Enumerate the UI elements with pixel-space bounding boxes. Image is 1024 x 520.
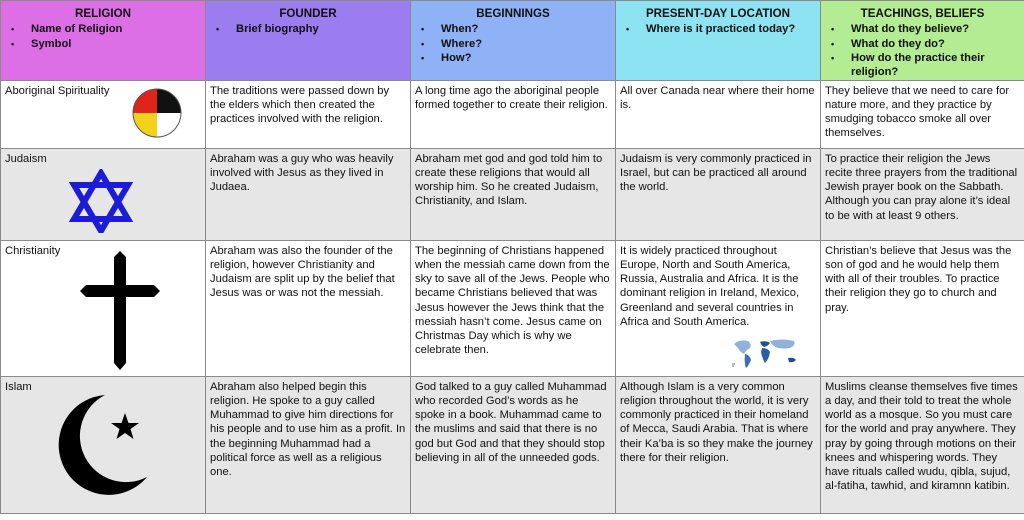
location-cell: Although Islam is a very common religion throughout the world, it is very commonly practiced in their homeland of Mecca, Saudi Arabia. That is where their Ka’ba is so they make the journey there for their religion. — [616, 376, 821, 513]
table-row — [1, 148, 1024, 240]
header-bullet: • How? — [421, 51, 611, 65]
location-text: It is widely practiced throughout Europe, North and South America, Russia, Australia and Africa. It is the dominant religion in Ireland, Mexico, Greenland and several countries in Africa and South America. — [620, 244, 800, 328]
beginnings-cell: The beginning of Christians happened when the messiah came down from the sky to save all of the Jews. People who became Christians believed that was Jesus however the Jews think that the messiah hasn’t come. Jesus came on Christmas Day which is why we celebrate then. — [411, 240, 616, 376]
header-title: FOUNDER — [279, 7, 337, 20]
header-religion — [1, 1, 206, 81]
location-cell: Judaism is very commonly practiced in Israel, but can be practiced all around the world. — [616, 148, 821, 240]
religion-cell — [1, 376, 206, 513]
header-bullet: • When? — [421, 22, 611, 36]
header-title: PRESENT-DAY LOCATION — [645, 7, 791, 20]
religion-name: Islam — [5, 380, 32, 393]
teachings-cell: Christian’s believe that Jesus was the son of god and he would help them with all of their troubles. To practice their religion they go to church and pray. — [821, 240, 1024, 376]
founder-cell: Abraham was a guy who was heavily involved with Jesus as they lived in Judaea. — [206, 148, 411, 240]
religion-name: Judaism — [5, 152, 47, 165]
table-row — [1, 240, 1024, 376]
header-title: BEGINNINGS — [476, 7, 550, 20]
teachings-cell: They believe that we need to care for nature more, and they practice by smudging tobacco smoke all over themselves. — [821, 80, 1024, 148]
header-bullet: • Name of Religion — [11, 22, 201, 36]
header-title: TEACHINGS, BELIEFS — [860, 7, 985, 20]
teachings-cell: To practice their religion the Jews recite three prayers from the traditional Jewish prayer book on the Sabbath. Although you can pray alone it’s ideal to be with at least 9 others. — [821, 148, 1024, 240]
founder-cell: Abraham was also the founder of the religion, however Christianity and Judaism are split up by the belief that Jesus was or was not the messiah. — [206, 240, 411, 376]
teachings-cell: Muslims cleanse themselves five times a day, and their told to treat the whole world as a mosque. So you must care for the world and pray anywhere. They pray by going through motions on their knees and whispering words. They have rituals called wudu, qibla, sujud, al-fatiha, tawhid, and kiramnn katibin. — [821, 376, 1024, 513]
founder-cell: Abraham also helped begin this religion. He spoke to a guy called Muhammad to give him directions for his people and to use him as a profit. In the beginning Muhammad had a political force as well as a religious one. — [206, 376, 411, 513]
header-bullet: • Symbol — [11, 37, 201, 51]
header-bullet: • What do they believe? — [831, 22, 1020, 36]
religion-cell — [1, 148, 206, 240]
header-bullet: • Where? — [421, 37, 611, 51]
header-bullet: • How do the practice their religion? — [831, 51, 1020, 80]
beginnings-cell: A long time ago the aboriginal people formed together to create their religion. — [411, 80, 616, 148]
table-row — [1, 80, 1024, 148]
cross-icon — [78, 251, 162, 371]
header-title: RELIGION — [74, 7, 132, 20]
beginnings-cell: God talked to a guy called Muhammad who recorded God’s words as he spoke in a book. Muhammad came to the muslims and said that there is no god but God and that they should stop believing in all of the unneeded gods. — [411, 376, 616, 513]
religion-cell — [1, 80, 206, 148]
header-teachings — [821, 1, 1024, 81]
founder-cell: The traditions were passed down by the elders which then created the practices involved with the religion. — [206, 80, 411, 148]
header-bullet: • Where is it practiced today? — [626, 22, 816, 36]
header-founder — [206, 1, 411, 81]
world-map-icon — [730, 336, 806, 370]
header-bullet: • What do they do? — [831, 37, 1020, 51]
religion-name: Aboriginal Spirituality — [5, 84, 110, 97]
religion-name: Christianity — [5, 244, 61, 257]
crescent-star-icon — [47, 389, 157, 501]
beginnings-cell: Abraham met god and god told him to create these religions that would all worship him. So he created Judaism, Christianity, and Islam. — [411, 148, 616, 240]
header-bullet: • Brief biography — [216, 22, 406, 36]
location-cell: All over Canada near where their home is. — [616, 80, 821, 148]
table-row — [1, 376, 1024, 513]
medicine-wheel-icon — [132, 88, 182, 138]
header-row — [1, 1, 1024, 81]
header-beginnings — [411, 1, 616, 81]
star-of-david-icon — [69, 169, 133, 233]
religion-cell — [1, 240, 206, 376]
header-location — [616, 1, 821, 81]
location-cell — [616, 240, 821, 376]
